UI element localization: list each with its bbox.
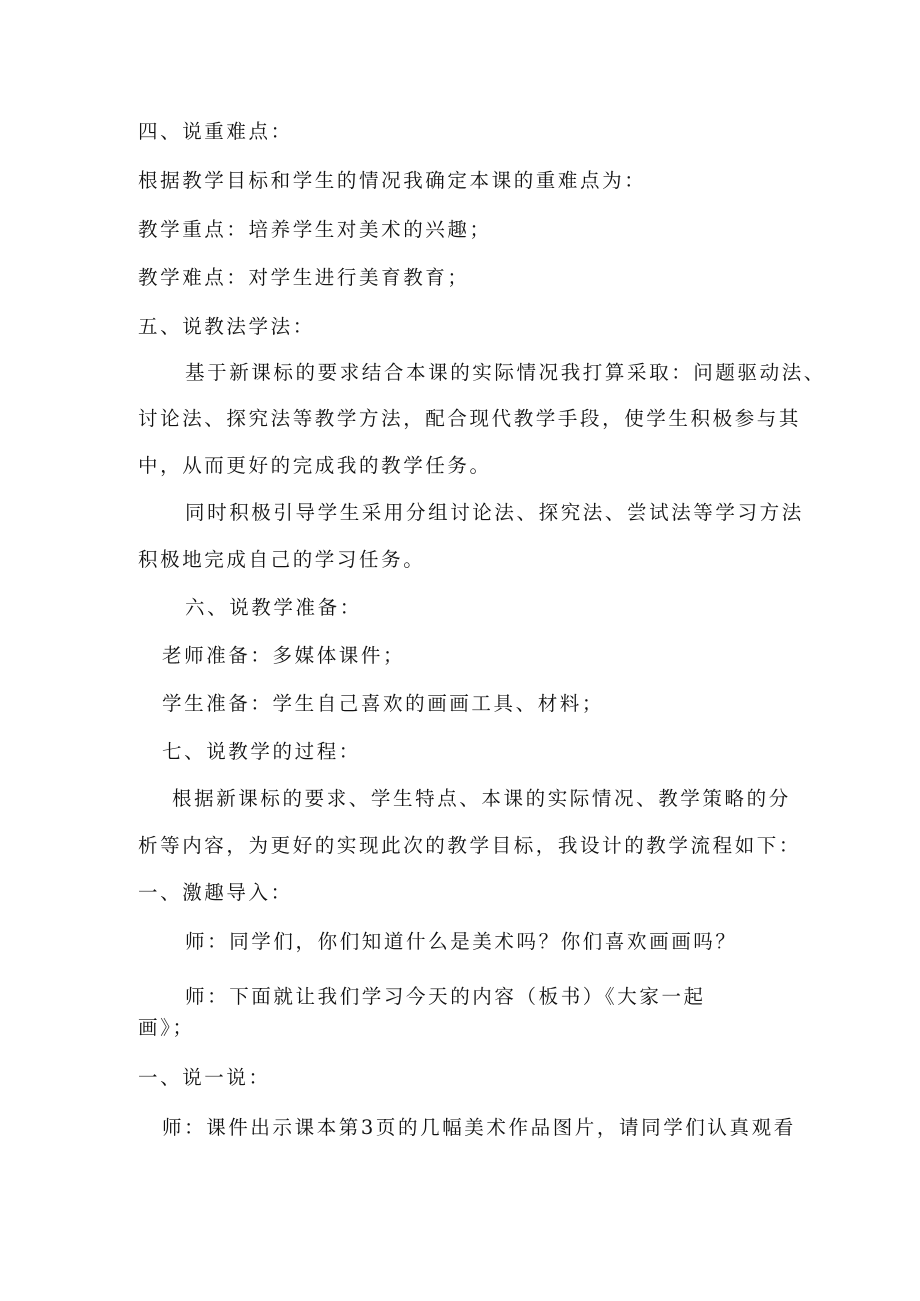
paragraph-line: 老师准备：多媒体课件；	[162, 644, 406, 667]
dialogue-line: 师：同学们，你们知道什么是美术吗？你们喜欢画画吗？	[185, 930, 738, 953]
paragraph-line: 析等内容，为更好的实现此次的教学目标，我设计的教学流程如下：	[138, 834, 802, 857]
paragraph-line: 根据新课标的要求、学生特点、本课的实际情况、教学策略的分	[172, 787, 791, 810]
dialogue-line: 师：课件出示课本第3页的几幅美术作品图片，请同学们认真观看	[162, 1116, 796, 1139]
heading-teaching-preparation: 六、说教学准备：	[185, 596, 362, 619]
heading-teaching-methods: 五、说教法学法：	[138, 315, 315, 338]
paragraph-line: 根据教学目标和学生的情况我确定本课的重难点为：	[138, 169, 647, 192]
heading-teaching-process: 七、说教学的过程：	[162, 740, 361, 763]
heading-interest-intro: 一、激趣导入：	[138, 881, 293, 904]
dialogue-line: 画》；	[138, 1016, 195, 1039]
paragraph-line: 讨论法、探究法等教学方法，配合现代教学手段，使学生积极参与其	[138, 407, 802, 430]
paragraph-line: 中，从而更好的完成我的教学任务。	[138, 454, 492, 477]
heading-key-difficult-points: 四、说重难点：	[138, 120, 293, 143]
paragraph-line: 积极地完成自己的学习任务。	[138, 548, 426, 571]
paragraph-line: 教学重点：培养学生对美术的兴趣；	[138, 218, 492, 241]
paragraph-line: 学生准备：学生自己喜欢的画画工具、材料；	[162, 692, 605, 715]
heading-say-it: 一、说一说：	[138, 1066, 271, 1089]
paragraph-line: 同时积极引导学生采用分组讨论法、探究法、尝试法等学习方法	[185, 501, 804, 524]
paragraph-line: 基于新课标的要求结合本课的实际情况我打算采取：问题驱动法、	[185, 361, 826, 384]
paragraph-line: 教学难点：对学生进行美育教育；	[138, 266, 470, 289]
dialogue-line: 师：下面就让我们学习今天的内容（板书）《大家一起	[185, 985, 706, 1008]
